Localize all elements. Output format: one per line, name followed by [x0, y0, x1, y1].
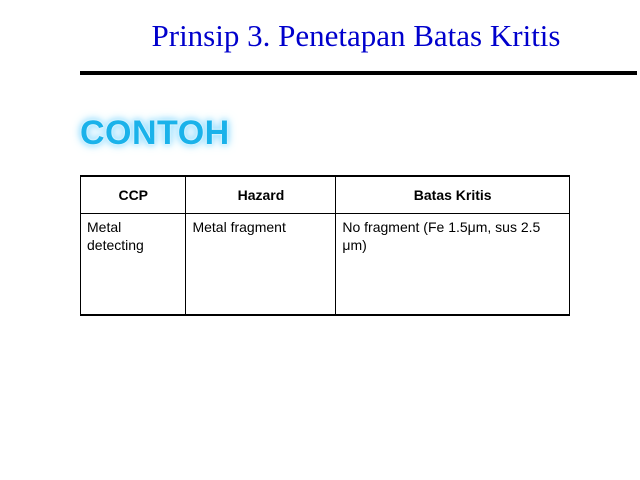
example-heading: CONTOH: [80, 114, 230, 152]
table-row: [81, 214, 570, 316]
critical-limit-table: [80, 175, 570, 316]
column-header-ccp: CCP: [81, 176, 186, 214]
table-header-row: [81, 176, 570, 214]
column-header-hazard: Hazard: [186, 176, 336, 214]
slide-title: Prinsip 3. Penetapan Batas Kritis: [151, 18, 561, 53]
cell-ccp: Metal detecting: [81, 214, 186, 316]
cell-hazard: Metal fragment: [186, 214, 336, 316]
title-underline: [80, 71, 637, 75]
column-header-batas-kritis: Batas Kritis: [336, 176, 570, 214]
cell-batas-kritis: No fragment (Fe 1.5μm, sus 2.5 μm): [336, 214, 570, 316]
